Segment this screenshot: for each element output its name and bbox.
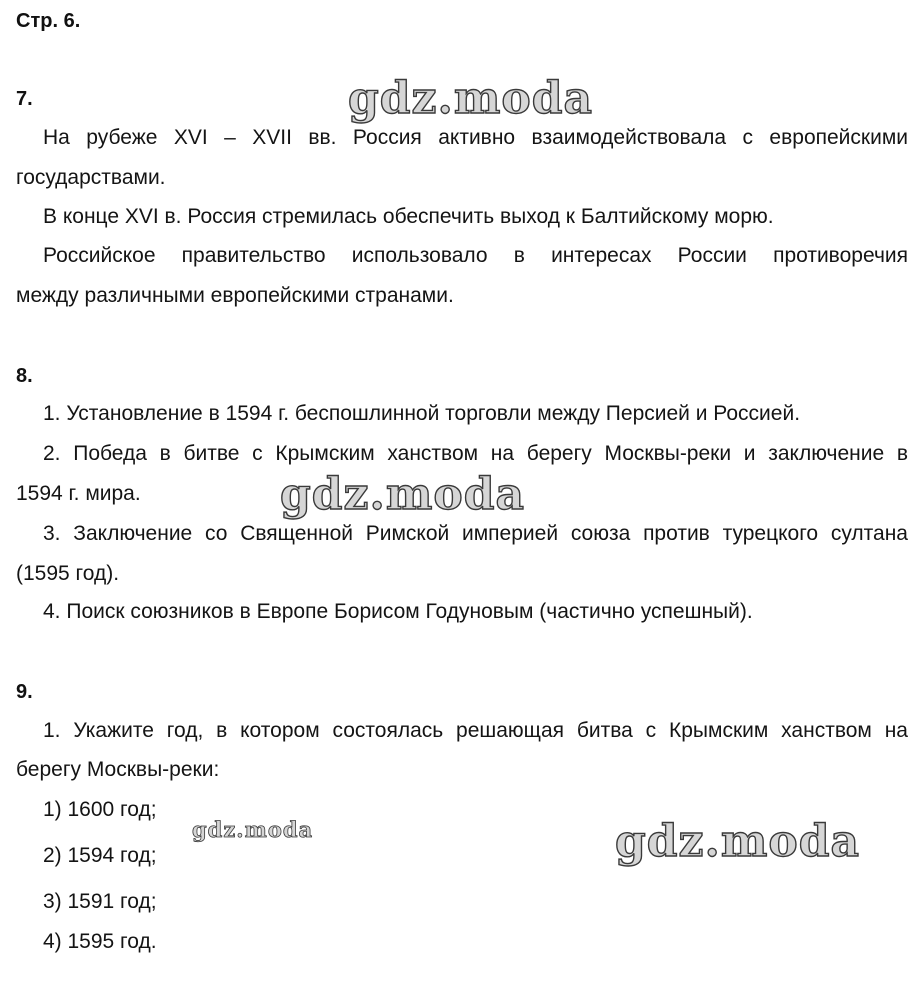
task-7-paragraph-3-line-2: между различными европейскими странами. [16, 284, 454, 307]
task-9-question-line-2: берегу Москвы-реки: [16, 758, 220, 781]
task-7-number: 7. [16, 88, 33, 110]
task-7-paragraph-3-line-1: Российское правительство использовало в интересах России противоречия [43, 244, 908, 267]
task-9-option-2: 2) 1594 год; [43, 844, 157, 867]
watermark-logo: gdz.moda [348, 73, 594, 124]
watermark-logo: gdz.moda [615, 816, 861, 867]
task-7-paragraph-1-line-2: государствами. [16, 166, 166, 189]
task-7-paragraph-1-line-1: На рубеже XVI – XVII вв. Россия активно взаимодействовала с европейскими [43, 126, 908, 149]
task-8-item-3-line-2: (1595 год). [16, 562, 120, 585]
watermark-logo: gdz.moda [192, 817, 314, 842]
task-9-option-1: 1) 1600 год; [43, 798, 157, 821]
task-8-item-2-line-1: 2. Победа в битве с Крымским ханством на берегу Москвы-реки и заключение в [43, 442, 908, 465]
task-8-number: 8. [16, 365, 33, 387]
task-7-paragraph-2: В конце XVI в. Россия стремилась обеспечить выход к Балтийскому морю. [43, 205, 774, 228]
task-9-question-line-1: 1. Укажите год, в котором состоялась решающая битва с Крымским ханством на [43, 719, 908, 742]
task-9-option-4: 4) 1595 год. [43, 930, 157, 953]
task-8-item-1: 1. Установление в 1594 г. беспошлинной торговли между Персией и Россией. [43, 402, 801, 425]
task-8-item-2-line-2: 1594 г. мира. [16, 482, 141, 505]
task-9-option-3: 3) 1591 год; [43, 890, 157, 913]
task-8-item-4: 4. Поиск союзников в Европе Борисом Годуновым (частично успешный). [43, 600, 753, 623]
watermark-logo: gdz.moda [280, 469, 526, 520]
page-header: Стр. 6. [16, 10, 81, 32]
task-8-item-3-line-1: 3. Заключение со Священной Римской империей союза против турецкого султана [43, 522, 908, 545]
task-9-number: 9. [16, 681, 33, 703]
